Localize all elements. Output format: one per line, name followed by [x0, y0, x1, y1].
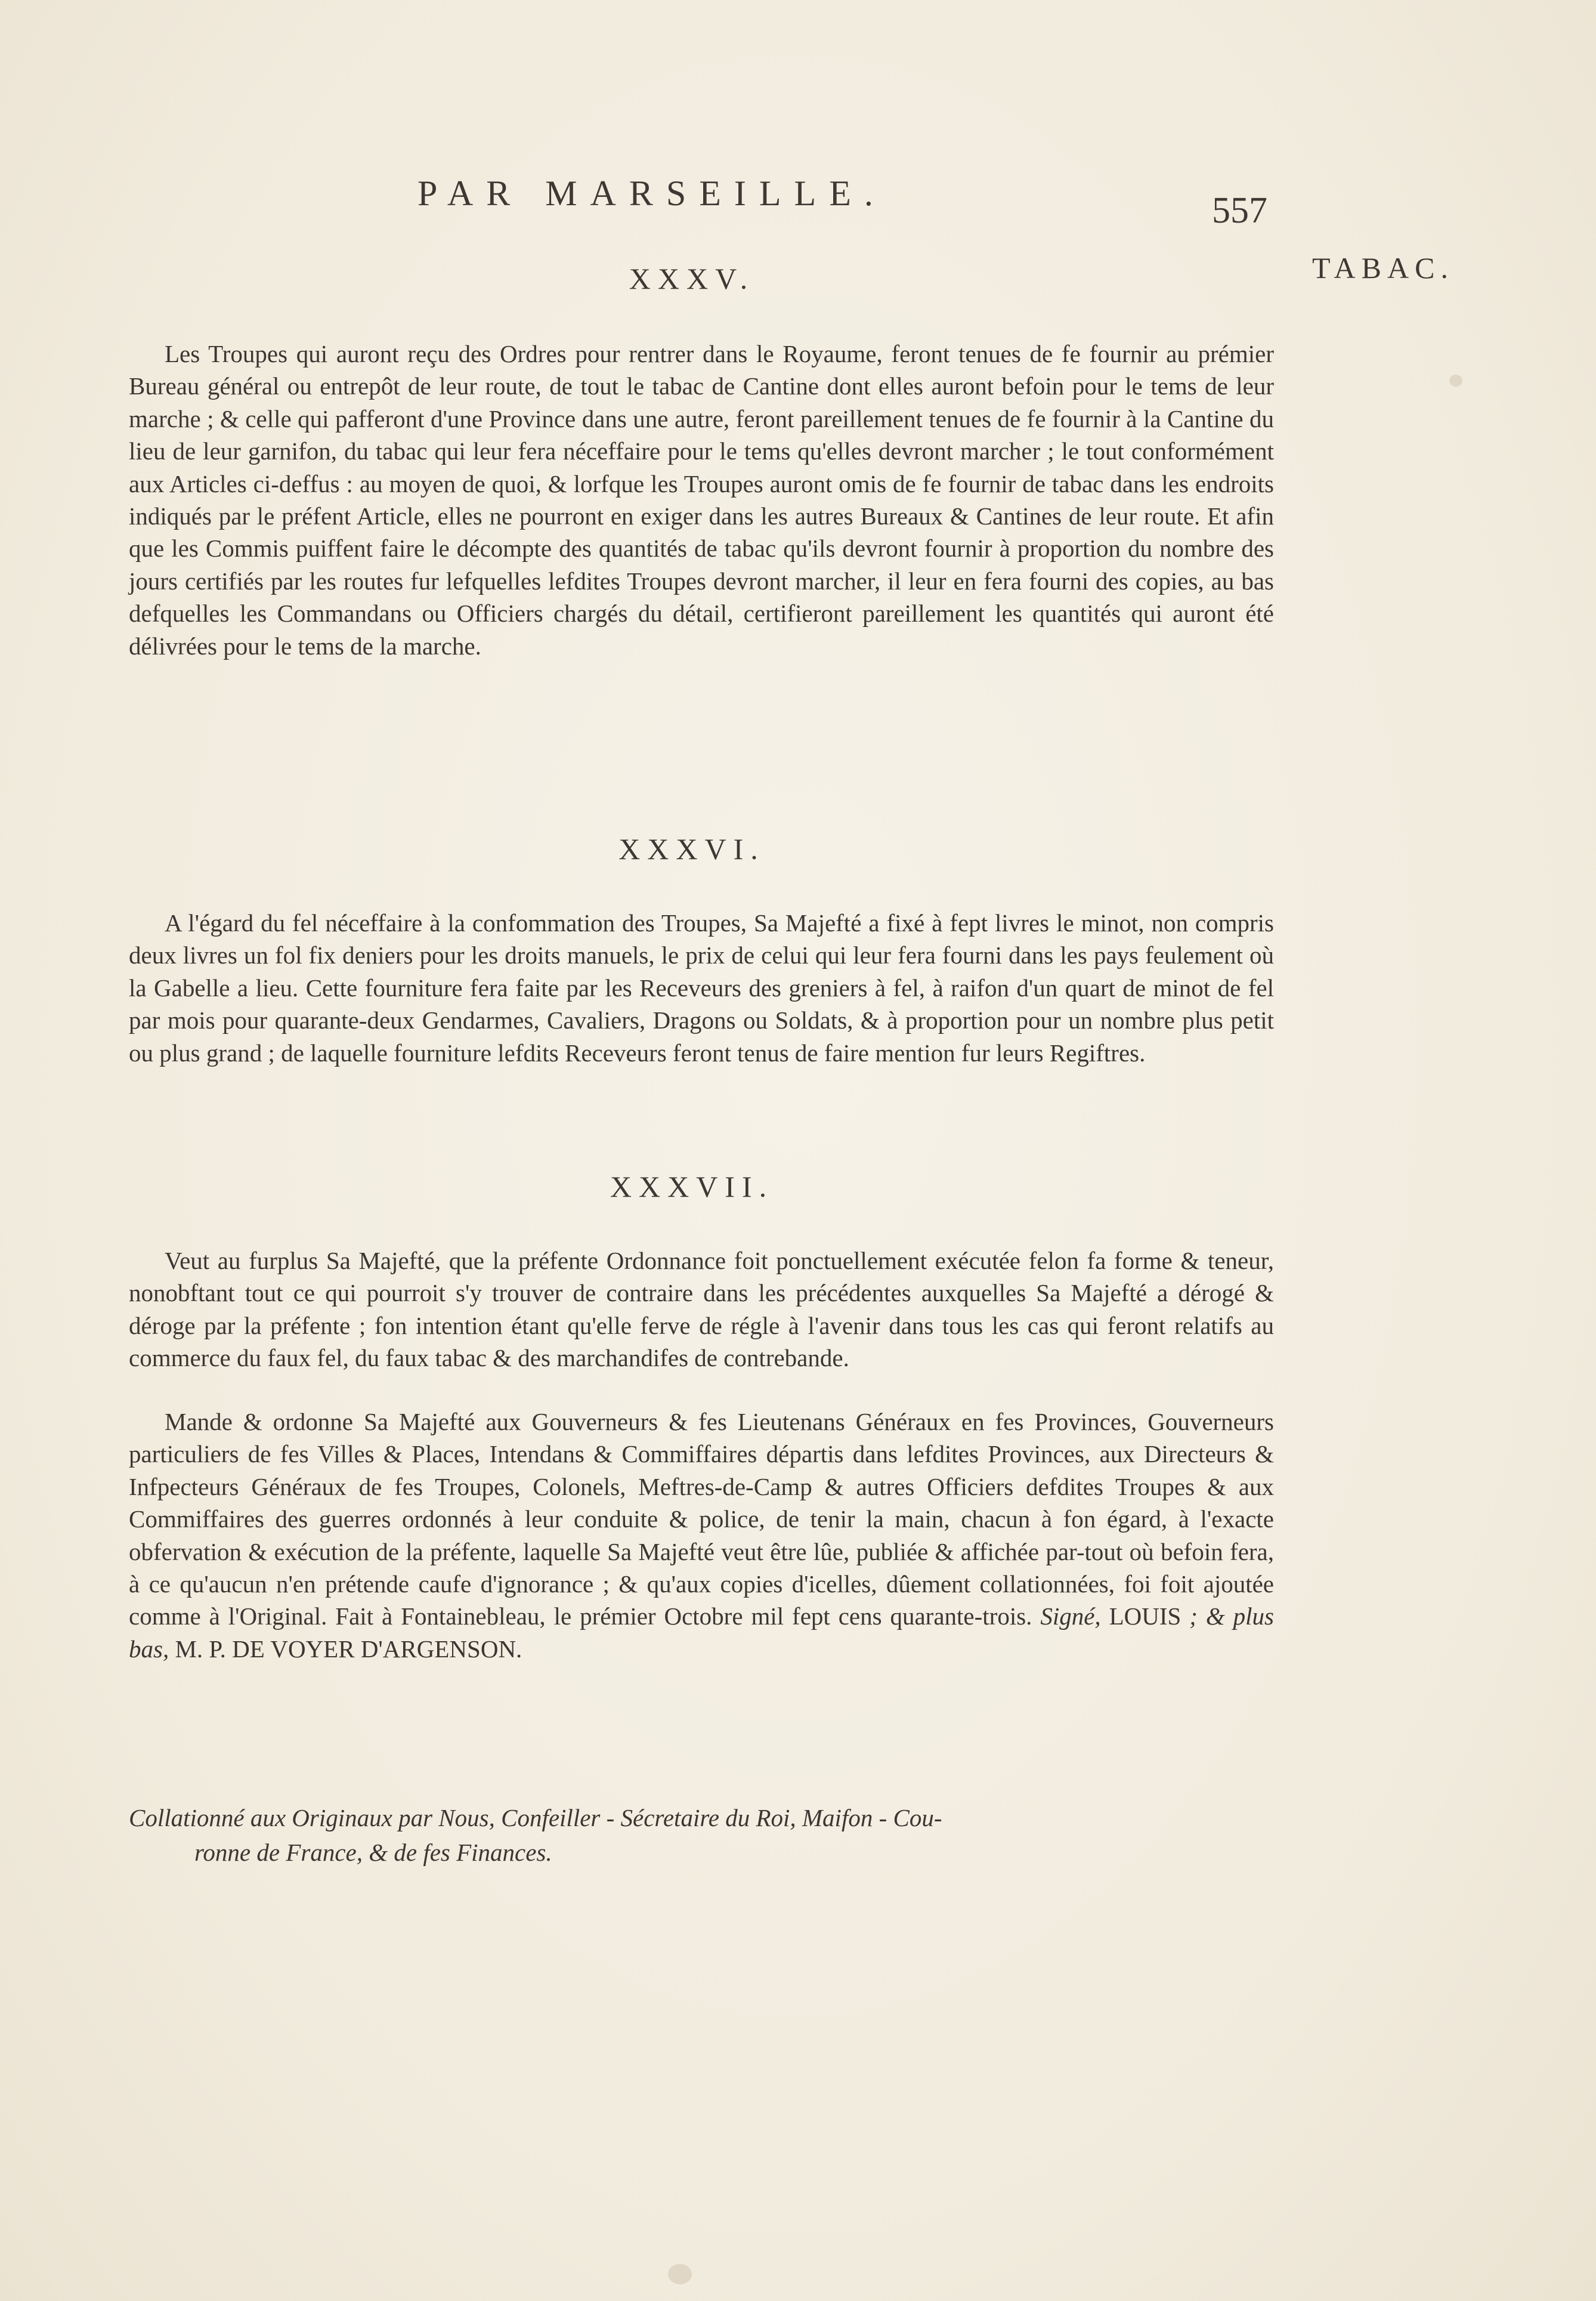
article-xxxv-text: Les Troupes qui auront reçu des Ordres pour rentrer dans le Royaume, feront tenues de fe fournir au prémier Bureau général ou entrepôt de leur route, de tout le tabac de Cantine dont elles auront befoin pour le tems de leur marche ; & celle qui pafferont d'une Province dans une autre, feront pareillement tenues de fe fournir à la Cantine du lieu de leur garnifon, du tabac qui leur fera néceffaire pour le tems qu'elles devront marcher ; le tout conformément aux Articles ci-deffus : au moyen de quoi, & lorfque les Troupes auront omis de fe fournir de tabac dans les endroits indiqués par le préfent Article, elles ne pourront en exiger dans les autres Bureaux & Cantines de leur route. Et afin que les Commis puiffent faire le décompte des quantités de tabac qu'ils devront fournir à proportion du nombre des jours certifiés par les routes fur lefquelles lefdites Troupes devront marcher, il leur en fera fourni des copies, au bas defquelles les Commandans ou Officiers chargés du détail, certifieront pareillement les quantités qui auront été délivrées pour le tems de la marche. — [129, 340, 1274, 660]
collation-note — [129, 1800, 1286, 1870]
minister-name: M. P. DE VOYER D'ARGENSON. — [175, 1635, 522, 1663]
article-heading-xxxvii: XXXVII. — [610, 1170, 774, 1203]
paper-stain — [668, 2264, 692, 2284]
running-head: PAR MARSEILLE. — [417, 174, 886, 213]
paper-stain — [1449, 375, 1462, 387]
signe-label: Signé, — [1040, 1602, 1101, 1630]
article-heading-xxxv: XXXV. — [629, 262, 755, 295]
mande-text: Mande & ordonne Sa Majefté aux Gouverneurs & fes Lieutenans Généraux en fes Provinces, Gouverneurs particuliers de fes Villes & Places, Intendans & Commiffaires départis dans lefdites Provinces, aux Directeurs & Infpecteurs Généraux de fes Troupes, Colonels, Meftres-de-Camp & autres Officiers defdites Troupes & aux Commiffaires des guerres ordonnés à leur conduite & police, de tenir la main, chacun à fon égard, à l'exacte obfervation & exécution de la préfente, laquelle Sa Majefté veut être lûe, publiée & affichée par-tout où befoin fera, à ce qu'aucun n'en prétende caufe d'ignorance ; & qu'aux copies d'icelles, dûement collationnées, foi foit ajoutée comme à l'Original. Fait à Fontainebleau, le prémier Octobre mil fept cens quarante-trois. — [129, 1408, 1274, 1630]
collation-line-2: ronne de France, & de fes Finances. — [194, 1839, 552, 1866]
plus-bas-label: ; & plus bas, — [129, 1602, 1274, 1663]
article-heading-xxxvi: XXXVI. — [618, 832, 765, 866]
article-xxxvi-text: A l'égard du fel néceffaire à la confommation des Troupes, Sa Majefté a fixé à fept livres le minot, non compris deux livres un fol fix deniers pour les droits manuels, le prix de celui qui leur fera fourni dans les pays feulement où la Gabelle a lieu. Cette fourniture fera faite par les Receveurs des greniers à fel, à raifon d'un quart de minot de fel par mois pour quarante-deux Gendarmes, Cavaliers, Dragons ou Soldats, & à proportion pour un nombre plus petit ou plus grand ; de laquelle fourniture lefdits Receveurs feront tenus de faire mention fur leurs Regiftres. — [129, 909, 1274, 1067]
mande-paragraph — [129, 1406, 1274, 1665]
margin-note-tabac: TABAC. — [1312, 251, 1454, 285]
article-xxxvii-text: Veut au furplus Sa Majefté, que la préfente Ordonnance foit ponctuellement exécutée felon fa forme & teneur, nonobftant tout ce qui pourroit s'y trouver de contraire dans les précédentes auxquelles Sa Majefté a dérogé & déroge par la préfente ; fon intention étant qu'elle ferve de régle à l'avenir dans tous les cas qui feront relatifs au commerce du faux fel, du faux tabac & des marchandifes de contrebande. — [129, 1247, 1274, 1372]
collation-line-1: Collationné aux Originaux par Nous, Confeiller - Sécretaire du Roi, Maifon - Cou- — [129, 1804, 942, 1831]
page-number: 557 — [1212, 190, 1267, 231]
king-name: LOUIS — [1109, 1602, 1181, 1630]
